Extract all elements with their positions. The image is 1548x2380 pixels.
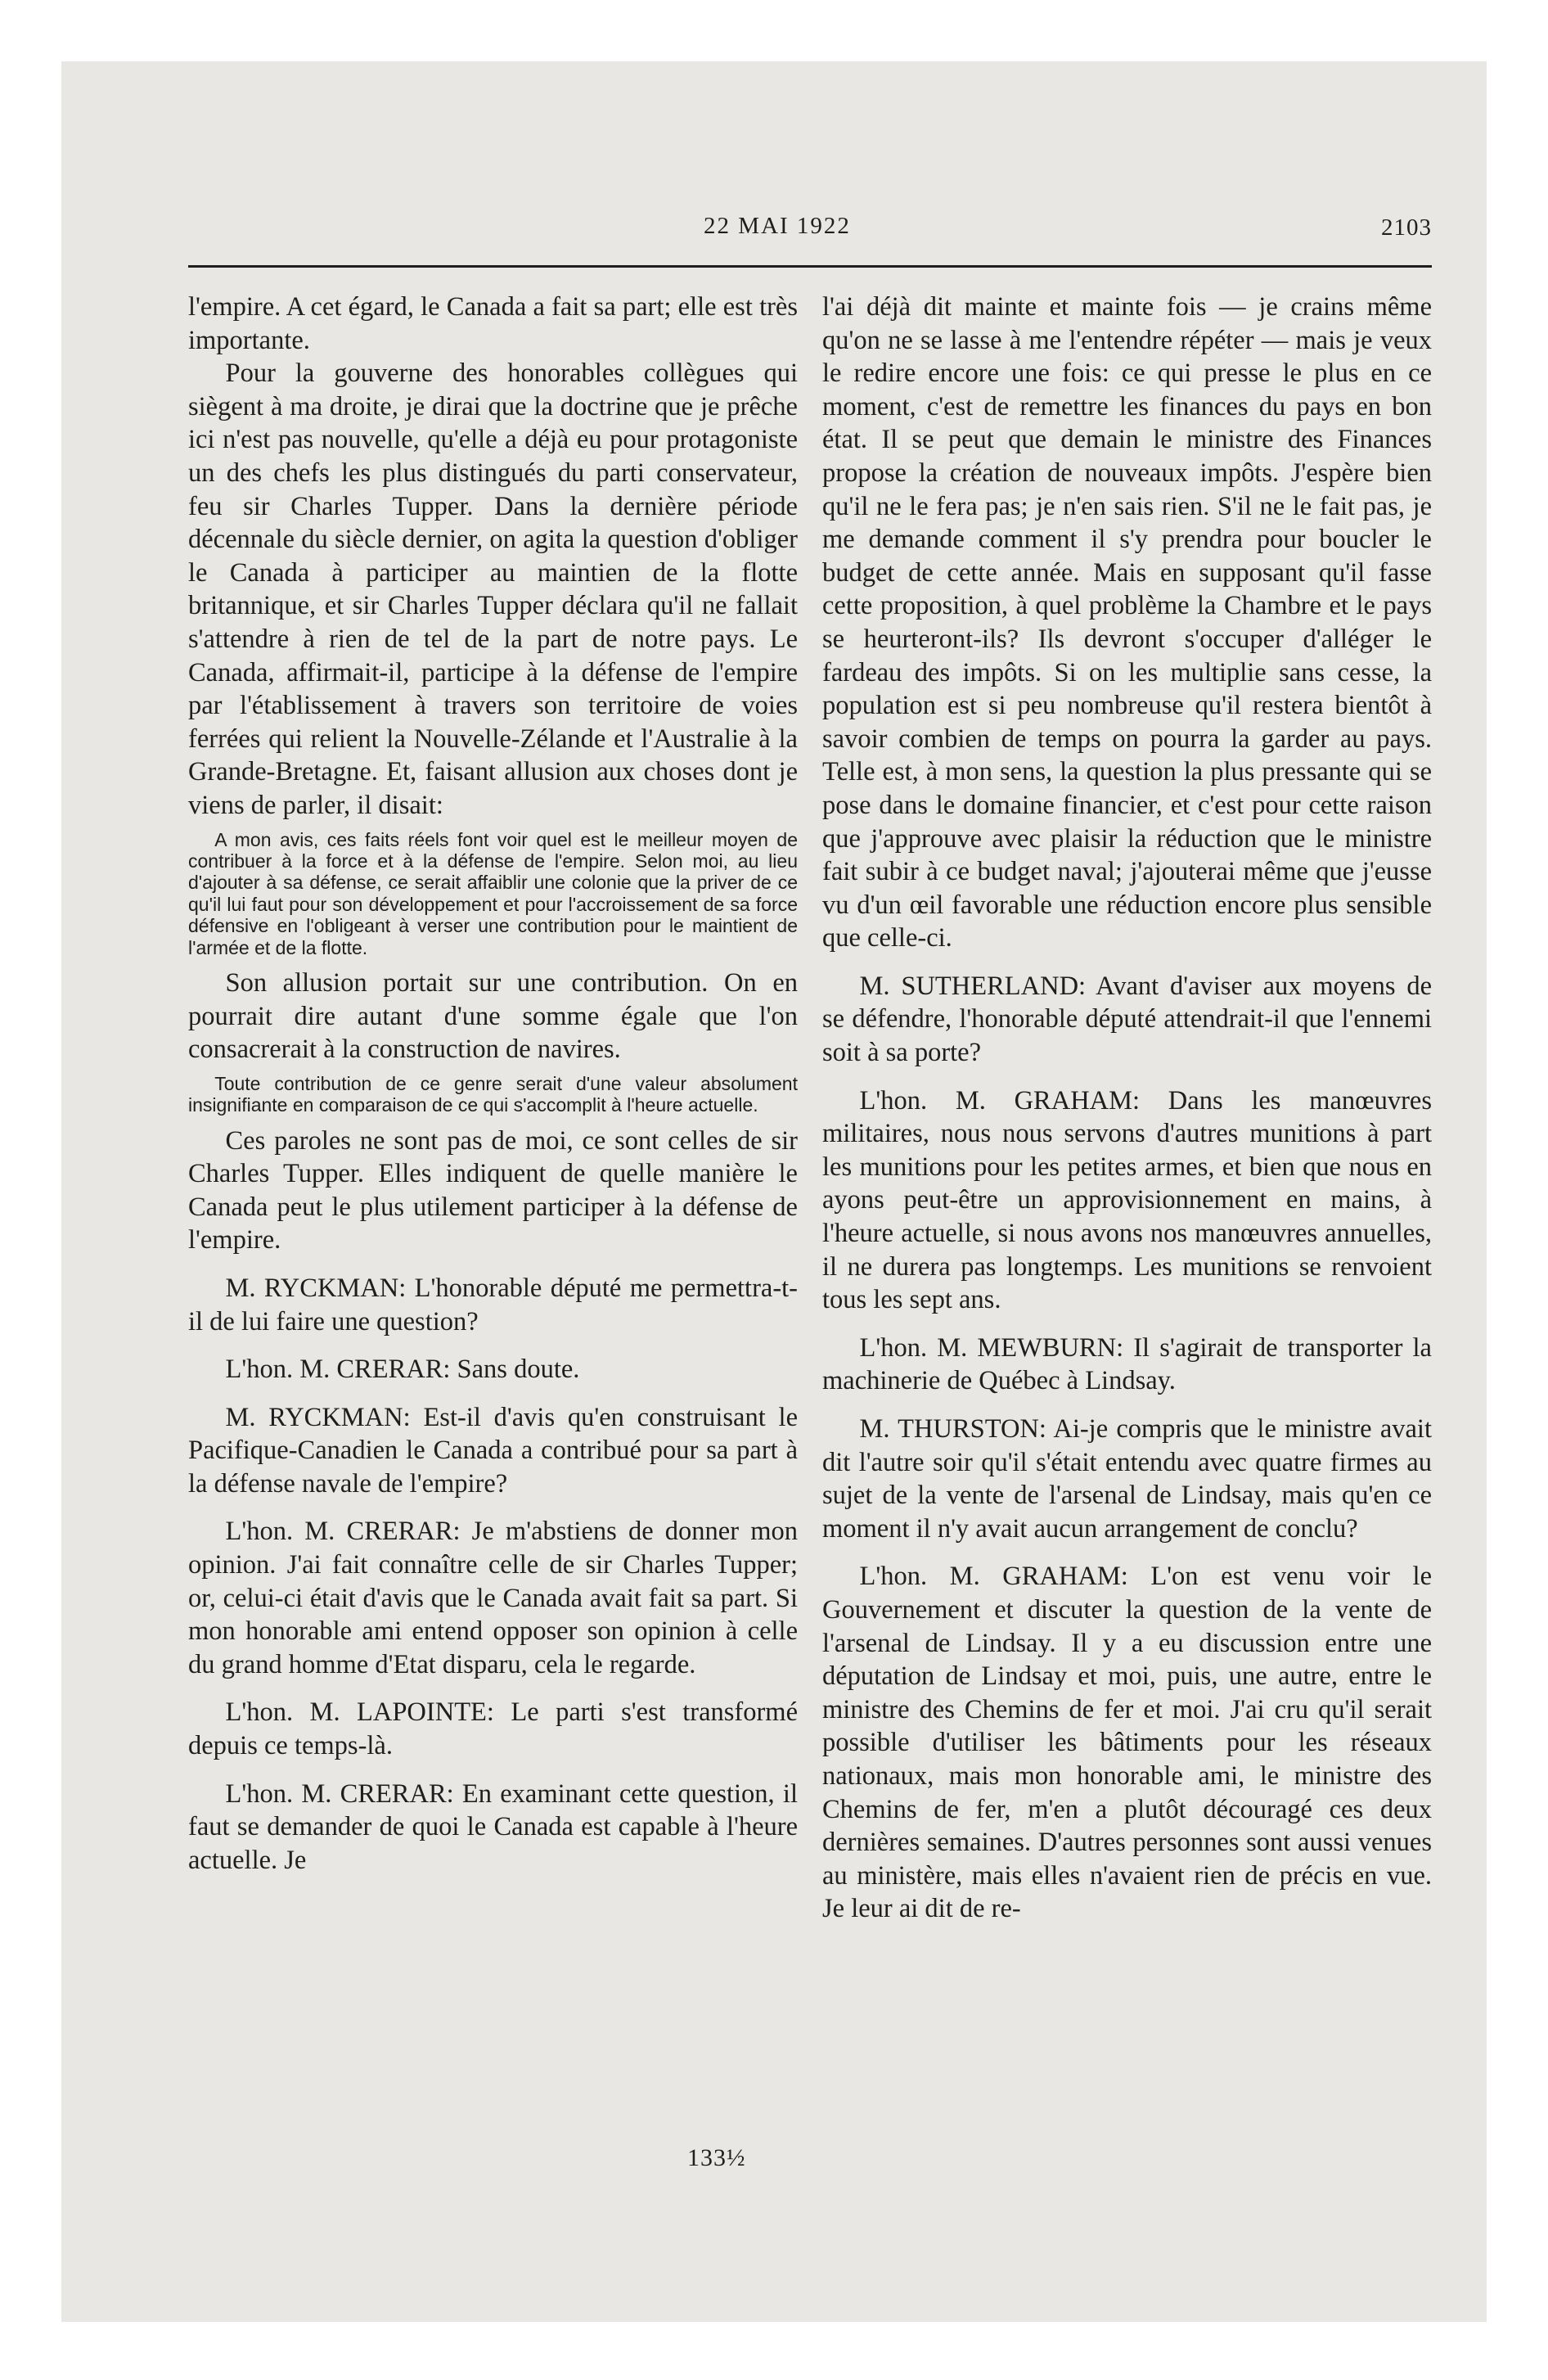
speaker-paragraph: M. SUTHERLAND: Avant d'aviser aux moyens de se défendre, l'honorable député attendrait-il que l'ennemi soit à sa porte? (822, 971, 1432, 1068)
speaker-paragraph: M. THURSTON: Ai-je compris que le ministre avait dit l'autre soir qu'il s'était entendu avec quatre firmes au sujet de la vente de l'arsenal de Lindsay, mais qu'en ce moment il n'y avait aucun arrangement de conclu? (822, 1414, 1432, 1544)
paragraph: Ces paroles ne sont pas de moi, ce sont celles de sir Charles Tupper. Elles indiquent de quelle manière le Canada peut le plus utilement participer à la défense de l'empire. (188, 1125, 798, 1255)
right-column (822, 291, 1432, 1926)
speaker-paragraph: M. RYCKMAN: Est-il d'avis qu'en construisant le Pacifique-Canadien le Canada a contribué pour sa part à la défense navale de l'empire? (188, 1402, 798, 1499)
quotation: Toute contribution de ce genre serait d'une valeur absolument insignifiante en comparaison de ce qui s'accomplit à l'heure actuelle. (188, 1072, 798, 1116)
page-folio: 133½ (687, 2144, 746, 2171)
paragraph: l'empire. A cet égard, le Canada a fait sa part; elle est très importante. (188, 292, 798, 355)
speaker-paragraph: L'hon. M. GRAHAM: Dans les manœuvres militaires, nous nous servons d'autres munitions à part les munitions pour les petites armes, et bien que nous en ayons peut-être un approvisionnement en mains, à l'heure actuelle, si nous avons nos manœuvres annuelles, il ne durera pas longtemps. Les munitions se renvoient tous les sept ans. (822, 1085, 1432, 1315)
header-rule (188, 265, 1432, 268)
speaker-paragraph: L'hon. M. CRERAR: En examinant cette question, il faut se demander de quoi le Canada est capable à l'heure actuelle. Je (188, 1778, 798, 1875)
paragraph: Pour la gouverne des honorables collègues qui siègent à ma droite, je dirai que la doctrine que je prêche ici n'est pas nouvelle, qu'elle a déjà eu pour protagoniste un des chefs les plus distingués du parti conservateur, feu sir Charles Tupper. Dans la dernière période décennale du siècle dernier, on agita la question d'obliger le Canada à participer au maintien de la flotte britannique, et sir Charles Tupper déclara qu'il ne fallait s'attendre à rien de tel de la part de notre pays. Le Canada, affirmait-il, participe à la défense de l'empire par l'établissement à travers son territoire de voies ferrées qui relient la Nouvelle-Zélande et l'Australie à la Grande-Bretagne. Et, faisant allusion aux choses dont je viens de parler, il disait: (188, 358, 798, 820)
paragraph: Son allusion portait sur une contribution. On en pourrait dire autant d'une somme égale que l'on consacrerait à la construction de navires. (188, 967, 798, 1065)
header-page-number: 2103 (1381, 214, 1432, 241)
scanned-sheet (61, 61, 1487, 2322)
page (188, 205, 1432, 2267)
speaker-paragraph: M. RYCKMAN: L'honorable député me permettra-t-il de lui faire une question? (188, 1273, 798, 1336)
page-header (188, 205, 1432, 262)
speaker-paragraph: L'hon. M. GRAHAM: L'on est venu voir le Gouvernement et discuter la question de la vente de l'arsenal de Lindsay. Il y a eu discussion entre une députation de Lindsay et moi, puis, une autre, entre le ministre des Chemins de fer et moi. J'ai cru qu'il serait possible d'utiliser les bâtiments pour les réseaux nationaux, mais mon honorable ami, le ministre des Chemins de fer, m'en a plutôt découragé ces deux dernières semaines. D'autres personnes sont aussi venues au ministère, mais elles n'avaient rien de précis en vue. Je leur ai dit de re- (822, 1562, 1432, 1924)
speaker-paragraph: L'hon. M. MEWBURN: Il s'agirait de transporter la machinerie de Québec à Lindsay. (822, 1332, 1432, 1396)
speaker-paragraph: L'hon. M. CRERAR: Sans doute. (225, 1355, 580, 1385)
header-date: 22 MAI 1922 (704, 213, 851, 239)
left-column (188, 291, 798, 1877)
speaker-paragraph: L'hon. M. LAPOINTE: Le parti s'est transformé depuis ce temps-là. (188, 1697, 798, 1761)
speaker-paragraph: L'hon. M. CRERAR: Je m'abstiens de donner mon opinion. J'ai fait connaître celle de sir Charles Tupper; or, celui-ci était d'avis que le Canada avait fait sa part. Si mon honorable ami entend opposer son opinion à celle du grand homme d'Etat disparu, cela le regarde. (188, 1517, 798, 1679)
paragraph: l'ai déjà dit mainte et mainte fois — je crains même qu'on ne se lasse à me l'entendre répéter — mais je veux le redire encore une fois: ce qui presse le plus en ce moment, c'est de remettre les finances du pays en bon état. Il se peut que demain le ministre des Finances propose la création de nouveaux impôts. J'espère bien qu'il ne le fera pas; je n'en sais rien. S'il ne le fait pas, je me demande comment il s'y prendra pour boucler le budget de cette année. Mais en supposant qu'il fasse cette proposition, à quel problème la Chambre et le pays se heurteront-ils? Ils devront s'occuper d'alléger le fardeau des impôts. Si on les multiplie sans cesse, la population est si peu nombreuse qu'il restera bientôt à savoir combien de temps on pourra la garder au pays. Telle est, à mon sens, la question la plus pressante qui se pose dans le domaine financier, et c'est pour cette raison que j'approuve avec plaisir la réduction que le ministre fait subir à ce budget naval; j'ajouterai même que j'eusse vu d'un œil favorable une réduction encore plus sensible que celle-ci. (822, 292, 1432, 953)
quotation: A mon avis, ces faits réels font voir quel est le meilleur moyen de contribuer à la force et à la défense de l'empire. Selon moi, au lieu d'ajouter à sa défense, ce serait affaiblir une colonie que la priver de ce qu'il lui faut pour son développement et pour l'accroissement de sa force défensive en l'obligeant à verser une contribution pour le maintient de l'armée et de la flotte. (188, 828, 798, 958)
